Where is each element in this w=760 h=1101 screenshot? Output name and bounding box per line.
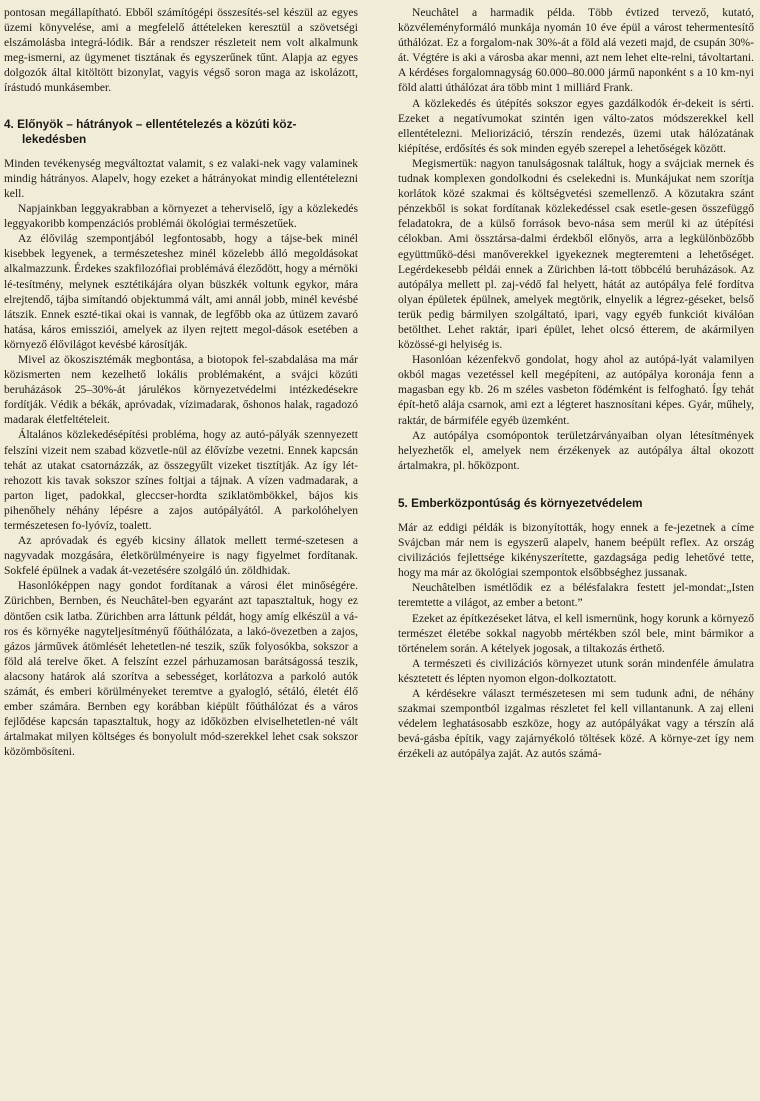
paragraph: Minden tevékenység megváltoztat valamit, s ez valaki-nek vagy valaminek mindig hátrányos. Alapelv, hogy ezeket a hátrányokat mindig ellentételezni kell. [4,157,358,200]
paragraph: Neuchâtelben ismétlődik ez a bélésfalakra festett jel-mondat:„Isten teremtette a világot, az ember a betont.” [398,582,754,610]
paragraph: Az élővilág szempontjából legfontosabb, hogy a tájse-bek minél kisebbek legyenek, a természeteshez minél közelebb álló megoldásokat alkalmazzunk. Érdekes szakfilozófiai problémává éleződött, hogy a mérnöki lé-tesítmény, melynek esztétikájára olyan büszkék voltunk egykor, mára elrejtendő, tájba simítandó objektummá vált, ami annál jobb, minél kevésbé látszik. Ennek eszté-tikai okai is vannak, de legfőbb oka az útüzem zavaró hatása, káros emissziói, amelyek az ilyen rejtett megol-dások esetében a környező élővilágot kevésbé károsítják. [4,233,358,351]
left-column [4,6,358,761]
paragraph: Hasonlóképpen nagy gondot fordítanak a városi élet minőségére. Zürichben, Bernben, és Neuchâtel-ben egyaránt azt tapasztaltuk, hogy ez döntően csik latba. Zürichben arra láttunk példát, hogy amíg elkészül a vá-ros és környéke nagyteljesítményű főúthálózata, a lakó-övezetben a zajos, gázos járművek átömlését lehetetlen-né teszik, szűk folyosókba, sokszor a föld alá terelve őket. A felszínt ezzel párhuzamosan barátságossá teszik, alacsony határok alá szorítva a sebességet, korlátozva a parkoló autók számát, és emberi körülményeket teremtve a gyalogló, sétáló, életét élő ember számára. Bernben egy korábban kiépült főúthálózat és a város fejlődése kapcsán tapasztaltuk, hogy az időközben elviselhetetlen-né vált ártalmakat milyen költséges és bonyolult mód-szerekkel lehet csak sokszor közömbösíteni. [4,580,358,759]
paragraph: Neuchâtel a harmadik példa. Több évtized tervező, kutató, közvéleményformáló munkája nyomán 10 éve épül a várost tehermentesítő úthálózat. Ez a forgalom-nak 30%-át a föld alá vezeti majd, de csupán 30%-át. Végtére is aki a városba akar menni, azt nem lehet elte-relni, távoltartani. A kérdéses forgalomnagyság 60.000–80.000 jármű naponként s a 10 km-nyi föld alatti úthálózat ára több mint 1 milliárd Frank. [398,7,754,95]
paragraph: Hasonlóan kézenfekvő gondolat, hogy ahol az autópá-lyát valamilyen okból magas vezetéssel kell megépíteni, az autópálya koronája fenn a magasban egy kb. 26 m széles vasbeton födémként is felfogható. Így tehát épít-hető alája csarnok, ami ezt a légteret hasznosítani képes. Gyár, műhely, raktár, de bármiféle egyéb üzemként. [398,354,754,427]
section-heading-5: 5. Emberközpontúság és környezetvédelem [398,495,643,510]
right-column [398,6,754,763]
paragraph: Általános közlekedésépítési probléma, hogy az autó-pályák szennyezett felszíni vizeit nem szabad közvetle-nül az élővízbe vezetni. Ennek kapcsán tehát az utakat csatornázzák, az összegyűlt vizeket tisztítják. Az így lét-rehozott kis tavak sokszor színes foltjai a tájnak. A vízen vadmadarak, a parton liget, padokkal, gleccser-hordta sziklatömbökkel, bájos kis pihenőhely néhány lépésre a zajos autópályától. A parkolóhelyen természetesen fo-lyóvíz, toalett. [4,429,358,532]
paragraph: A közlekedés és útépítés sokszor egyes gazdálkodók ér-dekeit is sérti. Ezeket a negatívumokat szintén igen válto-zatos módszerekkel kell ellentételezni. Meliorizáció, térszín rendezés, üzemi utak hálózatának kiépítése, erdősítés és sok minden egyéb szerepel a lehetőségek között. [398,97,754,155]
paragraph: Ezeket az építkezéseket látva, el kell ismernünk, hogy korunk a környező természet életébe sokkal nagyobb mértékben szól bele, mint bármikor a történelem során. A kételyek jogosak, a tiltakozás érthető. [398,612,754,655]
paragraph: Megismertük: nagyon tanulságosnak találtuk, hogy a svájciak mernek és tudnak komplexen gondolkodni és cselekedni is. Munkájukat nem szorítja korlátok közé szakmai és költségvetési szemellenző. A közutakra szánt pénzekből is sokat fordítanak közlekedéssel csak esetle-gesen összefüggő feladatokra, de a külső források bevo-nása sem merül ki az útépítési célokban. Ami össztársa-dalmi érdekből előnyös, arra a legkülönbözőbb együttműkö-dési manőverekkel igyekeznek megteremteni a lehetőséget. Legérdekesebb példái ennek a Zürichben lá-tott többcélú beruházások. Az autópálya mellett pl. zaj-védő fal helyett, hátát az autópálya felé fordítva olyan épületek épülnek, amelyek megtörik, elnyelik a légrez-géseket, belső terük pedig bármilyen szolgáltató, ipari, vagy egyéb funkciót kiválóan betölthet. Lehet raktár, ipari épület, lehet olcsó étterem, de akármilyen közössé-gi helyiség is. [398,157,754,352]
paragraph: Mivel az ökoszisztémák megbontása, a biotopok fel-szabdalása ma már közismerten nem kezelhető lokális problémaként, a svájci közúti beruházások 25–30%-át járulékos környezetvédelmi intézkedésekre fordítják. Védik a békák, apróvadak, vízimadarak, őshonos halak, ragadozó madarak életfeltételeit. [4,353,358,427]
paragraph: Napjainkban leggyakrabban a környezet a teherviselő, így a közlekedés leggyakoribb kompenzációs problémái ökológiai természetűek. [4,203,358,231]
paragraph: Az apróvadak és egyéb kicsiny állatok mellett termé-szetesen a nagyvadak mozgására, életkörülményeire is nagy figyelmet fordítanak. Sokfelé épülnek a vadak át-vezetésére szolgáló ún. zöldhidak. [4,535,358,578]
paragraph: A kérdésekre választ természetesen mi sem tudunk adni, de néhány szakmai szempontból izgalmas részletet fel kell villantanunk. A zaj elleni védelem leghatásosabb eszköze, hogy az autópályákat vagy a térszín alá bevá-gásba építik, vagy zajárnyékoló töltések közé. A környe-zet így nem érzékeli az autópálya zaját. Az autós számá- [398,688,754,761]
paragraph: A természeti és civilizációs környezet utunk során mindenféle ámulatra késztetett és lépten nyomon elgon-dolkoztatott. [398,657,754,685]
paragraph: Az autópálya csomópontok területzárványaiban olyan létesítmények helyezhetők el, amelyek nem érzékenyek az autópálya által okozott ártalmakra, pl. hőközpont. [398,429,754,472]
paragraph: pontosan megállapítható. Ebből számítógépi összesítés-sel készül az egyes üzemi könyvelése, ami a megfelelő áttételeken keresztül a szövetségi elszámolásba integrá-lódik. Bár a rendszer részleteit nem volt alkalmunk meg-ismerni, az ügymenet tisztának és egyszerűnek tűnt. Alapja az egyes dolgozók által kitöltött bizonylat, vagyis végső soron maga az iskolázott, írástudó munkásember. [4,7,358,95]
section-heading-4: 4. Előnyök – hátrányok – ellentételezés a közúti köz-lekedésben [4,116,297,146]
paragraph: Már az eddigi példák is bizonyították, hogy ennek a fe-jezetnek a címe Svájcban már nem is egyszerű alapelv, hanem beépült reflex. Az ország civilizációs fejlettsége kikényszerítette, gazdagsága pedig lehetővé tette, hogy ma már az ökológiai szempontok elsőbbséghez jussanak. [398,522,754,580]
